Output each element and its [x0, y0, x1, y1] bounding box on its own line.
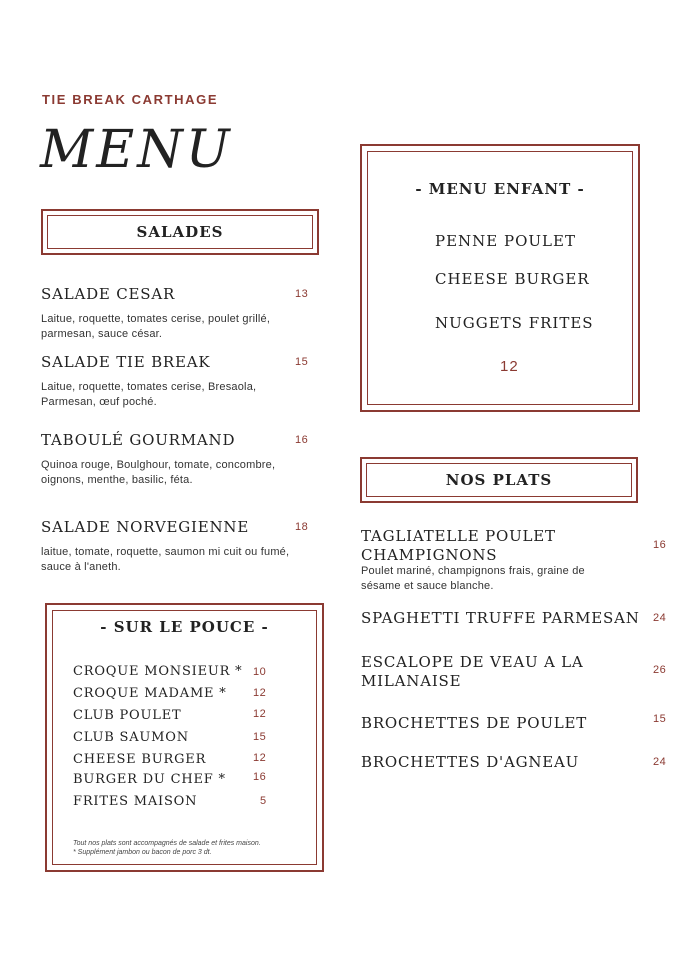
plat-price: 16 — [653, 539, 667, 551]
plat-price: 24 — [653, 756, 667, 768]
menu-enfant-header: - MENU ENFANT - — [415, 180, 585, 198]
salade-price: 16 — [295, 434, 309, 446]
snack-price: 10 — [253, 666, 267, 678]
sur-le-pouce-header: - SUR LE POUCE - — [100, 618, 269, 636]
snack-name: CROQUE MADAME * — [73, 686, 227, 701]
salade-description: Laitue, roquette, tomates cerise, poulet grillé, parmesan, sauce césar. — [41, 313, 271, 340]
snack-price: 12 — [253, 687, 267, 699]
plat-description: Poulet mariné, champignons frais, graine de sésame et sauce blanche. — [361, 565, 585, 592]
snack-name: CHEESE BURGER — [73, 752, 207, 767]
salade-name: SALADE TIE BREAK — [41, 353, 211, 371]
kids-item: CHEESE BURGER — [435, 270, 590, 288]
kids-item: NUGGETS FRITES — [435, 314, 594, 332]
plat-name: TAGLIATELLE POULET — [361, 527, 556, 545]
snack-price: 16 — [253, 771, 267, 783]
plat-name-line2: CHAMPIGNONS — [361, 546, 498, 564]
plat-price: 26 — [653, 664, 667, 676]
snack-name: BURGER DU CHEF * — [73, 772, 226, 787]
plat-name: BROCHETTES DE POULET — [361, 714, 588, 732]
sur-le-pouce-box — [45, 603, 324, 872]
salade-name: SALADE NORVEGIENNE — [41, 518, 250, 536]
nos-plats-header: NOS PLATS — [445, 471, 553, 489]
plat-name: ESCALOPE DE VEAU A LA — [361, 653, 584, 671]
snack-name: CLUB POULET — [73, 708, 182, 723]
page-title: MENU — [40, 120, 233, 180]
salade-description: laitue, tomate, roquette, saumon mi cuit ou fumé, sauce à l'aneth. — [41, 546, 290, 573]
snack-price: 5 — [260, 795, 267, 807]
salade-price: 18 — [295, 521, 309, 533]
kids-item: PENNE POULET — [435, 232, 576, 250]
plat-name: BROCHETTES D'AGNEAU — [361, 753, 580, 771]
salade-description: Laitue, roquette, tomates cerise, Bresaola, Parmesan, œuf poché. — [41, 381, 257, 408]
plat-name: SPAGHETTI TRUFFE PARMESAN — [361, 609, 640, 627]
plat-name-line2: MILANAISE — [361, 672, 462, 690]
snack-price: 12 — [253, 708, 267, 720]
salade-name: SALADE CESAR — [41, 285, 176, 303]
restaurant-name: TIE BREAK CARTHAGE — [42, 92, 219, 107]
salade-name: TABOULÉ GOURMAND — [41, 431, 236, 449]
nos-plats-header-box — [360, 457, 638, 503]
snack-name: CLUB SAUMON — [73, 730, 189, 745]
salade-price: 13 — [295, 288, 309, 300]
salade-description: Quinoa rouge, Boulghour, tomate, concombre, oignons, menthe, basilic, féta. — [41, 459, 276, 486]
plat-price: 15 — [653, 713, 667, 725]
kids-menu-price: 12 — [500, 358, 519, 375]
snack-name: FRITES MAISON — [73, 794, 198, 809]
salades-header-box — [41, 209, 319, 255]
salades-header: SALADES — [136, 223, 224, 241]
plat-price: 24 — [653, 612, 667, 624]
snack-price: 15 — [253, 731, 267, 743]
menu-enfant-box — [360, 144, 640, 412]
footnote: * Supplément jambon ou bacon de porc 3 dt. — [73, 849, 212, 856]
footnote: Tout nos plats sont accompagnés de salade et frites maison. — [73, 840, 261, 847]
salade-price: 15 — [295, 356, 309, 368]
snack-name: CROQUE MONSIEUR * — [73, 664, 243, 679]
snack-price: 12 — [253, 752, 267, 764]
